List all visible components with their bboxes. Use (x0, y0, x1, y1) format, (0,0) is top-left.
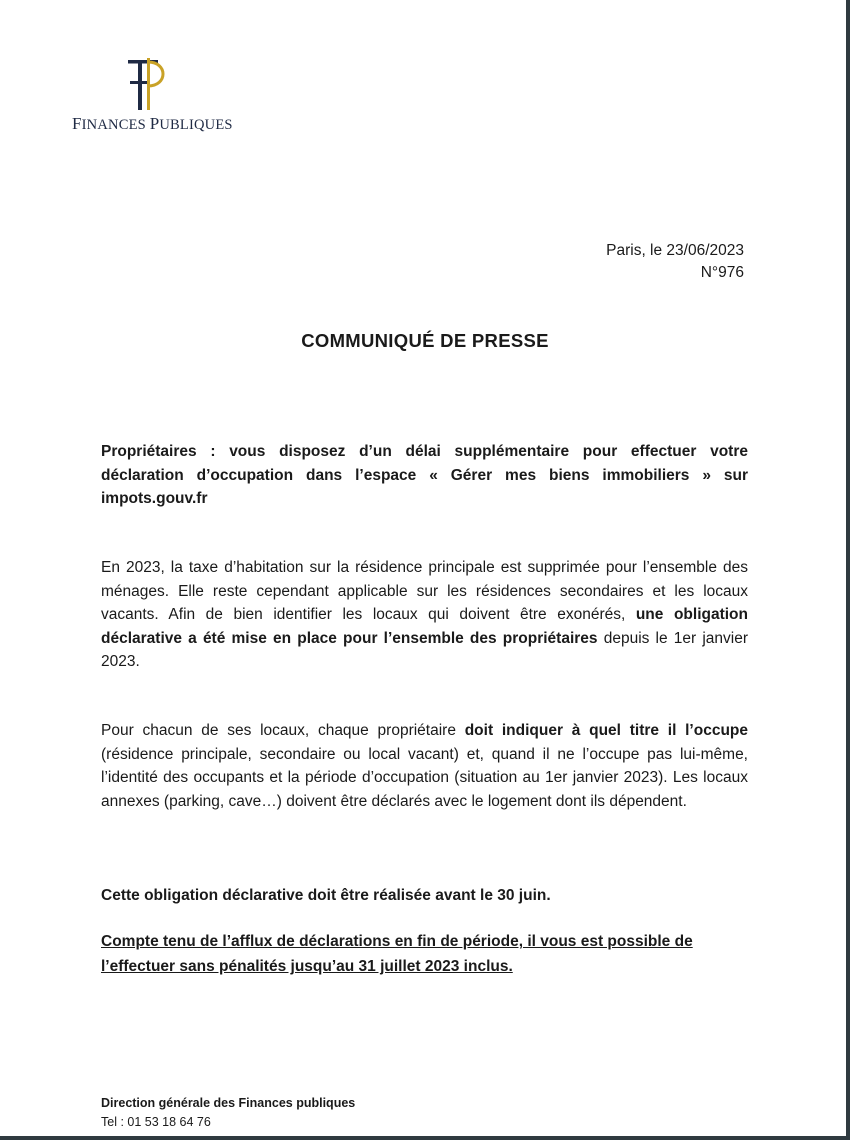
paragraph-intro: En 2023, la taxe d’habitation sur la résidence principale est supprimée pour l’ensemble des ménages. Elle reste cependant applicable sur les résidences secondaires et les locaux vacants. Afin de bien identifier les locaux qui doivent être exonérés, une obligation déclarative a été mise en place pour l’ensemble des propriétaires depuis le 1er janvier 2023. (101, 559, 748, 670)
footer-contact (101, 1094, 355, 1132)
release-number: N°976 (700, 264, 744, 281)
subject-heading: Propriétaires : vous disposez d’un délai supplémentaire pour effectuer votre déclaration d’occupation dans l’espace « Gérer mes biens immobiliers » sur impots.gouv.fr (101, 443, 748, 507)
paragraph-intro-emphasis: une obligation déclarative a été mise en place pour l’ensemble des propriétaires (101, 606, 748, 647)
extension-statement: Compte tenu de l’afflux de déclarations en fin de période, il vous est possible de l’effectuer sans pénalités jusqu’au 31 juillet 2023 inclus. (101, 933, 693, 975)
press-release-meta (606, 240, 744, 284)
footer-organization: Direction générale des Finances publiques (101, 1096, 356, 1110)
fp-monogram-icon (122, 54, 174, 112)
finances-publiques-logo (72, 54, 232, 136)
logo-wordmark: FINANCES PUBLIQUES (72, 114, 233, 133)
paragraph-obligations: Pour chacun de ses locaux, chaque propriétaire doit indiquer à quel titre il l’occupe (résidence principale, secondaire ou local vacant) et, quand il ne l’occupe pas lui-même, l’identité des occupants et la période d’occupation (situation au 1er janvier 2023). Les locaux annexes (parking, cave…) doivent être déclarés avec le logement dont ils dépendent. (101, 722, 748, 810)
footer-phone: Tel : 01 53 18 64 76 (101, 1115, 211, 1129)
paragraph-obligations-emphasis: doit indiquer à quel titre il l’occupe (464, 722, 748, 739)
date-line: Paris, le 23/06/2023 (606, 242, 744, 259)
page-title: COMMUNIQUÉ DE PRESSE (301, 330, 549, 351)
deadline-statement: Cette obligation déclarative doit être réalisée avant le 30 juin. (101, 887, 551, 904)
